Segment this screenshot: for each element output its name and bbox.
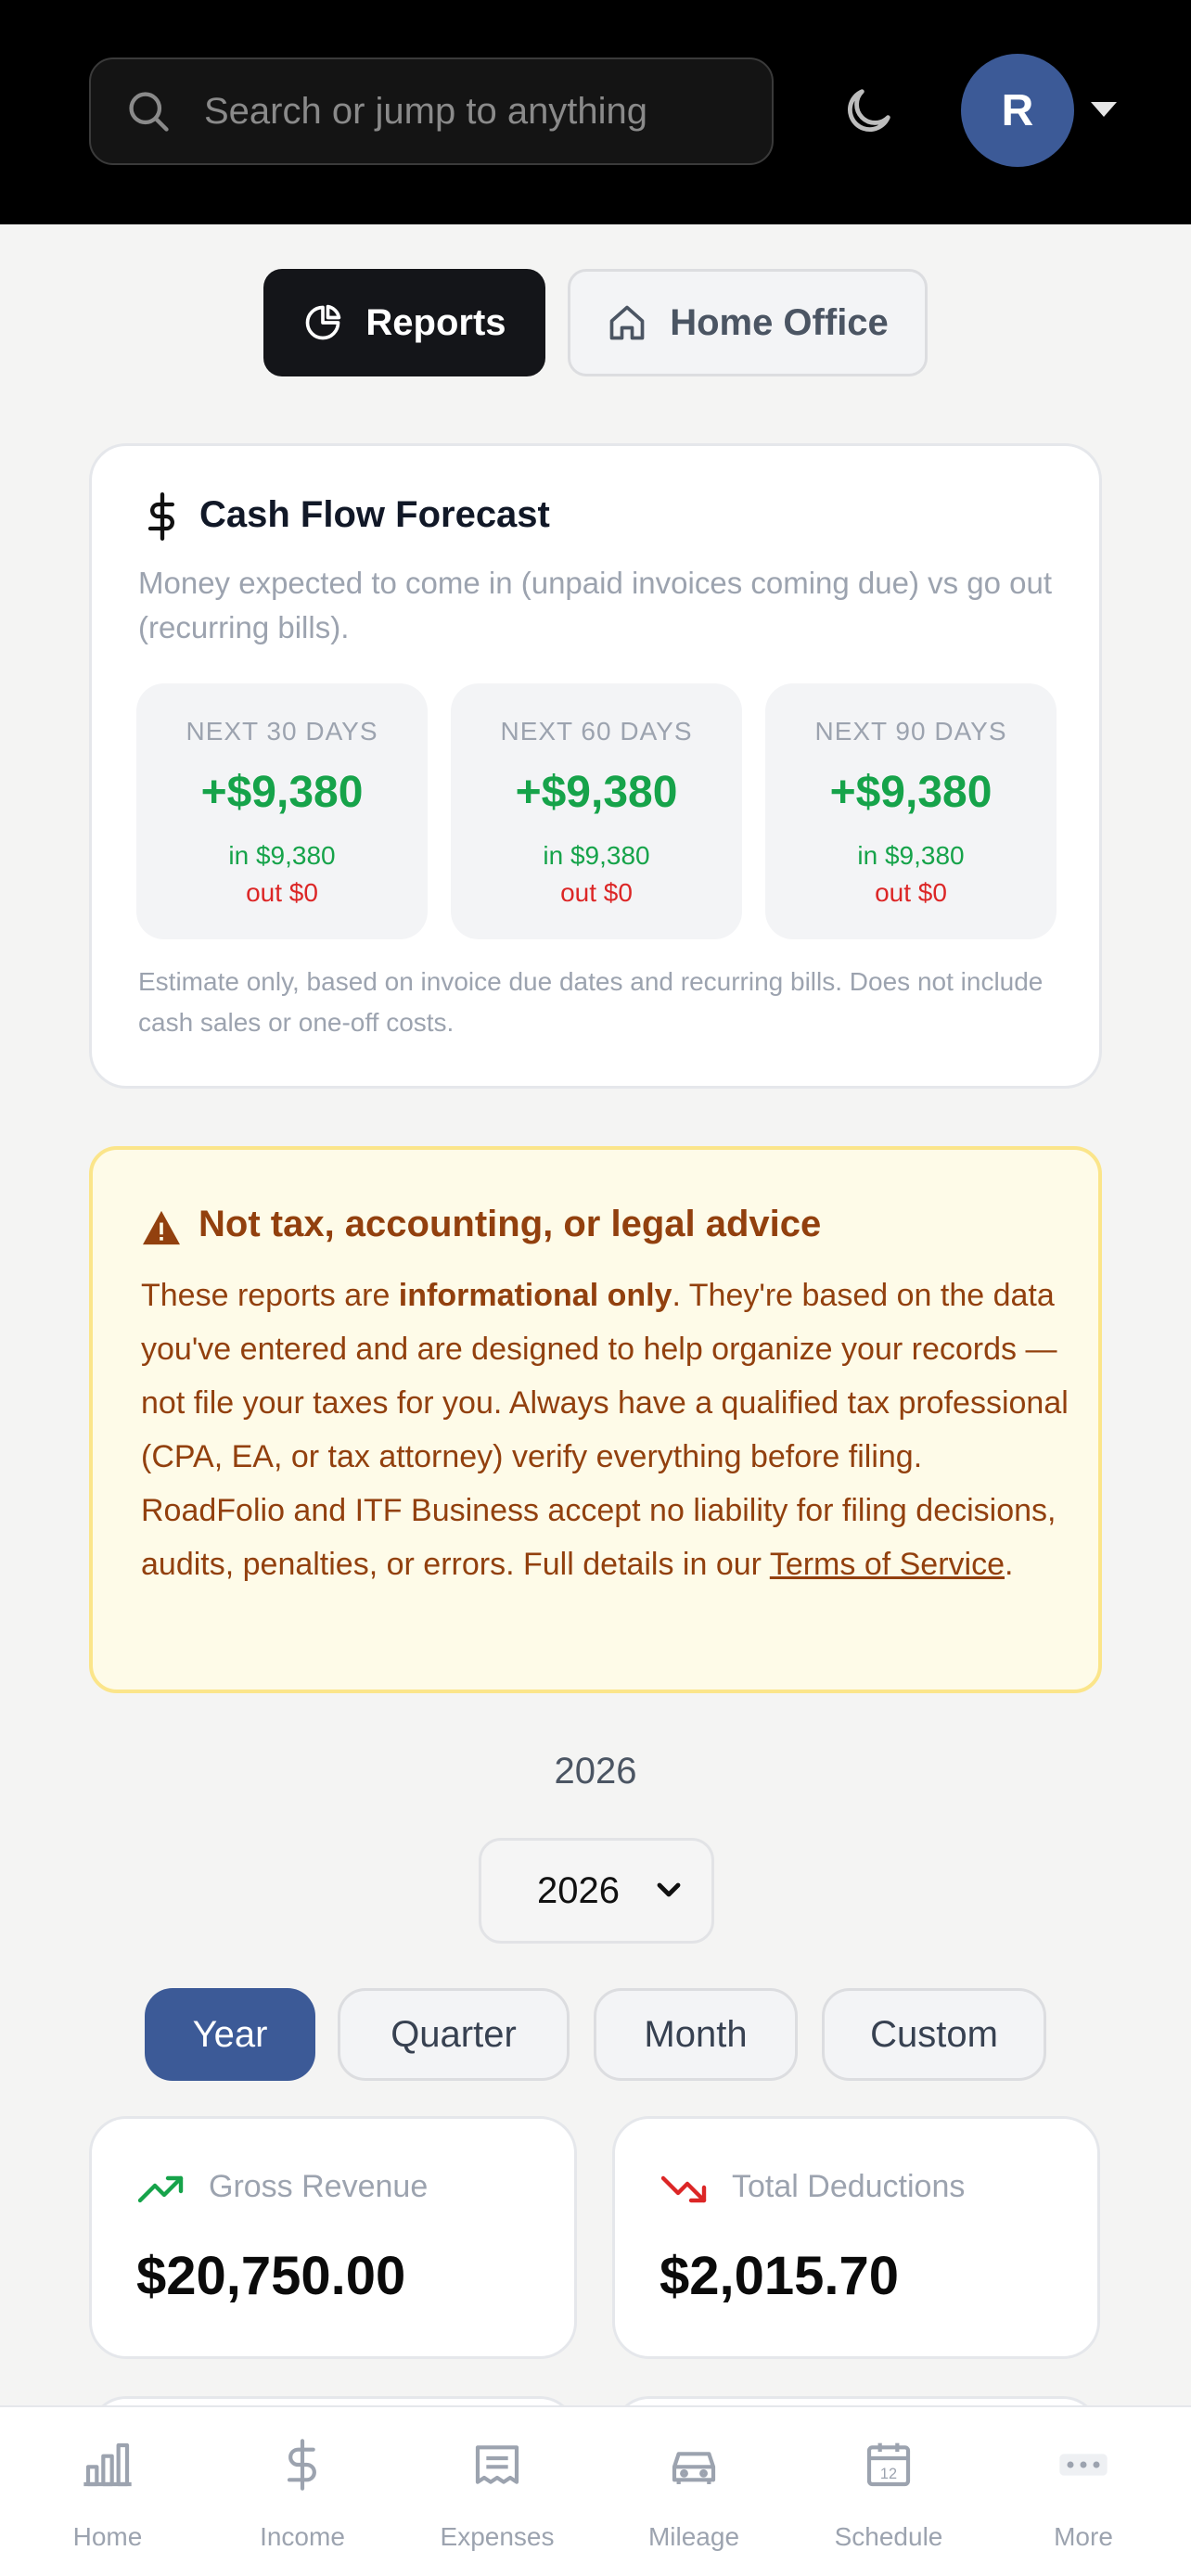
period-out: out $0: [875, 878, 947, 907]
pill-label: Year: [192, 2013, 268, 2055]
forecast-30-days: [136, 683, 428, 939]
nav-more[interactable]: [991, 2407, 1176, 2576]
trending-down-icon: [661, 2171, 708, 2208]
house-icon: [607, 302, 647, 343]
top-bar: [0, 0, 1191, 224]
period-net: +$9,380: [515, 768, 678, 817]
period-net: +$9,380: [829, 768, 992, 817]
period-custom-button[interactable]: [822, 1988, 1046, 2081]
receipt-icon: [471, 2439, 523, 2491]
pill-label: Custom: [870, 2013, 998, 2055]
tab-reports[interactable]: [263, 269, 545, 376]
period-in: in $9,380: [228, 841, 336, 870]
nav-home[interactable]: [15, 2407, 200, 2576]
tab-home-office[interactable]: [568, 269, 928, 376]
period-out: out $0: [246, 878, 318, 907]
stat-value: $20,750.00: [136, 2246, 406, 2306]
gross-revenue-card: [89, 2116, 577, 2359]
nav-label: Income: [260, 2522, 345, 2551]
period-quarter-button[interactable]: [338, 1988, 570, 2081]
period-label: NEXT 30 DAYS: [186, 717, 378, 746]
terms-of-service-link[interactable]: Terms of Service: [769, 1547, 1005, 1582]
pill-label: Month: [644, 2013, 748, 2055]
stat-value: $2,015.70: [660, 2246, 900, 2306]
nav-expenses[interactable]: [404, 2407, 590, 2576]
disclaimer-text: These reports are: [141, 1278, 399, 1313]
disclaimer-title: Not tax, accounting, or legal advice: [198, 1204, 822, 1244]
year-heading: 2026: [554, 1751, 637, 1792]
tab-label: Home Office: [670, 301, 889, 343]
trending-up-icon: [138, 2171, 185, 2208]
dollar-icon: [142, 492, 183, 541]
search-input[interactable]: [204, 59, 751, 163]
forecast-60-days: [451, 683, 742, 939]
chevron-down-icon[interactable]: [1091, 102, 1117, 117]
search-bar[interactable]: [89, 57, 774, 165]
car-icon: [668, 2439, 720, 2491]
dark-mode-moon-icon[interactable]: [839, 82, 898, 141]
year-select[interactable]: [479, 1838, 714, 1944]
disclaimer-emphasis: informational only: [398, 1278, 672, 1313]
period-out: out $0: [560, 878, 633, 907]
nav-label: Schedule: [834, 2522, 943, 2551]
total-deductions-card: [612, 2116, 1100, 2359]
search-icon: [124, 87, 173, 135]
card-title: Cash Flow Forecast: [199, 494, 550, 535]
period-month-button[interactable]: [594, 1988, 798, 2081]
period-net: +$9,380: [200, 768, 364, 817]
period-year-button[interactable]: [145, 1988, 315, 2081]
svg-text:12: 12: [879, 2466, 898, 2483]
nav-mileage[interactable]: [601, 2407, 787, 2576]
bar-chart-icon: [82, 2439, 134, 2491]
period-in: in $9,380: [857, 841, 965, 870]
nav-label: Mileage: [647, 2522, 740, 2551]
stat-label: Gross Revenue: [209, 2169, 429, 2204]
pill-label: Quarter: [391, 2013, 517, 2055]
nav-label: More: [1054, 2522, 1113, 2551]
avatar[interactable]: [961, 54, 1074, 167]
pie-chart-icon: [302, 302, 343, 343]
period-label: NEXT 90 DAYS: [814, 717, 1007, 746]
disclaimer-text: .: [1005, 1547, 1014, 1582]
disclaimer-banner: [89, 1146, 1102, 1693]
card-description: Money expected to come in (unpaid invoices coming due) vs go out (recurring bills).: [138, 566, 1053, 644]
more-dots-icon: [1057, 2439, 1109, 2491]
period-label: NEXT 60 DAYS: [500, 717, 693, 746]
dollar-icon: [276, 2439, 328, 2491]
card-footnote: Estimate only, based on invoice due dates and recurring bills. Does not include cash sales or one-off costs.: [138, 967, 1044, 1037]
nav-label: Expenses: [440, 2522, 555, 2551]
nav-income[interactable]: [210, 2407, 395, 2576]
chevron-down-icon: [654, 1880, 684, 1902]
period-in: in $9,380: [543, 841, 650, 870]
bottom-navigation: [0, 2405, 1191, 2576]
selected-year: 2026: [537, 1869, 620, 1911]
avatar-initial: R: [1001, 85, 1034, 135]
disclaimer-text: . They're based on the data you've entered and are designed to help organize your records — not file your taxes for you. Always have a qualified tax professional (CPA, EA, or tax attorney) verify everything before filing. RoadFolio and ITF Business accept no liability for filing decisions, audits, penalties, or errors. Full details in our: [141, 1278, 1069, 1582]
warning-triangle-icon: [141, 1209, 182, 1246]
cash-flow-forecast-card: [89, 443, 1102, 1089]
tab-label: Reports: [365, 301, 506, 343]
nav-label: Home: [72, 2522, 143, 2551]
disclaimer-body: [141, 1269, 1069, 1591]
nav-schedule[interactable]: [796, 2407, 981, 2576]
forecast-90-days: [765, 683, 1057, 939]
stat-label: Total Deductions: [732, 2169, 966, 2204]
calendar-icon: [863, 2439, 915, 2491]
